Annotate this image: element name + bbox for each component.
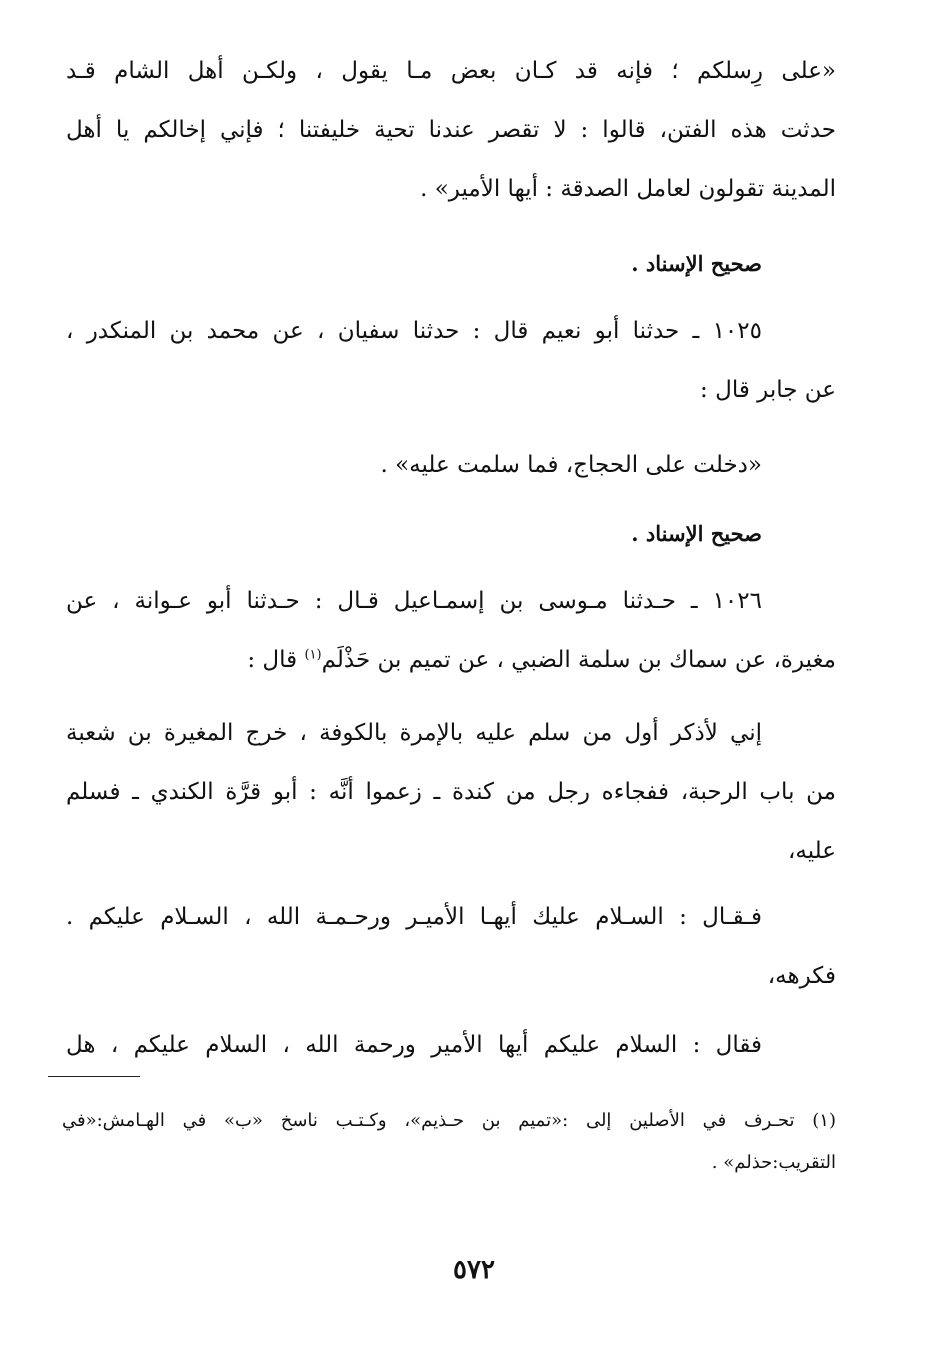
footnote-marker[interactable]: (١) [304, 647, 322, 663]
footnote-line: (١) تحـرف في الأصلين إلى :«تميم بن حـذيم»، وكـتـب ناسخ «ب» في الهـامش:«في [62, 1110, 836, 1131]
text-line: ١٠٢٦ ـ حـدثنا مـوسى بن إسمـاعيل قـال : حـدثنا أبو عـوانة ، عن [66, 588, 762, 614]
hadith-1026 [66, 572, 836, 690]
text-line: المدينة تقولون لعامل الصدقة : أيها الأمير» . [420, 176, 836, 202]
text-segment: مغيرة، عن سماك بن سلمة الضبي ، عن تميم بن حَذْلَم [321, 647, 836, 673]
text-segment: قال : [247, 647, 305, 673]
page-number: ٥٧٢ [453, 1255, 495, 1285]
hadith-1025 [66, 302, 836, 420]
text-line: فقال : السلام عليكم أيها الأمير ورحمة الله ، السلام عليكم ، هل [66, 1032, 762, 1058]
text-line: فكرهه، [767, 963, 836, 989]
footnote-separator [48, 1076, 140, 1077]
main-text [66, 42, 836, 219]
text-line: حدثت هذه الفتن، قالوا : لا تقصر عندنا تحية خليفتنا ؛ فإني إخالكم يا أهل [66, 117, 836, 143]
text-line: عن جابر قال : [700, 377, 836, 403]
grade-line [162, 504, 762, 563]
text-line: عليه، [787, 838, 836, 864]
text-line: إني لأذكر أول من سلم عليه بالإمرة بالكوفة ، خرج المغيرة بن شعبة [66, 720, 762, 746]
text-line: من باب الرحبة، ففجاءه رجل من كندة ـ زعموا أنَّه : أبو قرَّة الكندي ـ فسلم [66, 779, 836, 805]
text-line: «دخلت على الحجاج، فما سلمت عليه» . [380, 452, 762, 478]
kufa-paragraph [66, 704, 836, 881]
text-line: «على رِسلكم ؛ فإنه قد كـان بعض مـا يقول ، ولكـن أهل الشام قـد [66, 58, 836, 84]
salam-paragraph [66, 888, 836, 1006]
text-line: ١٠٢٥ ـ حدثنا أبو نعيم قال : حدثنا سفيان ، عن محمد بن المنكدر ، [66, 318, 762, 344]
text-line [66, 631, 836, 690]
quote-1025 [162, 436, 762, 495]
grade-line [162, 234, 762, 293]
salam-paragraph-2 [66, 1016, 836, 1075]
footnotes [62, 1100, 836, 1184]
text-line: فـقـال : السـلام عليك أيهـا الأميـر ورحـمـة الله ، السـلام عليكم . [66, 904, 762, 930]
isnad-grade: صحيح الإسناد . [631, 251, 762, 276]
isnad-grade: صحيح الإسناد . [631, 521, 762, 546]
footnote-line: التقريب:حذلم» . [711, 1152, 836, 1173]
